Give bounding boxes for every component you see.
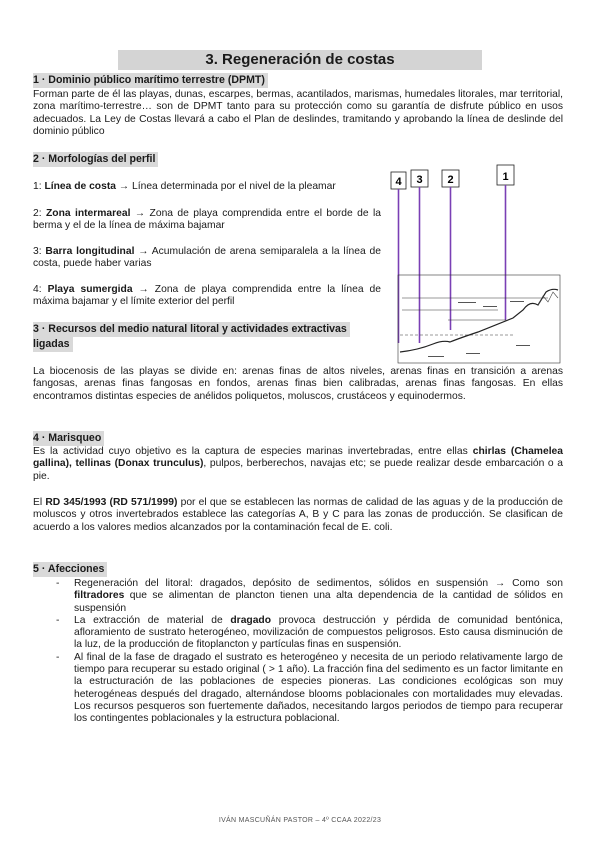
section-4-heading: 4 · Marisqueo — [33, 431, 104, 446]
section-1-body: Forman parte de él las playas, dunas, escarpes, bermas, acantilados, marismas, humedales litorales, mar territorial, zona marítimo-terrestre… son de DPMT tanto para su protección como su garantía de disfrute público en usos adecuados. La Ley de Costas llevará a cabo el Plan de deslindes, tramitando y aprobando la línea de deslinde del dominio público — [33, 89, 563, 137]
section-5-heading: 5 · Afecciones — [33, 562, 107, 577]
page-title: 3. Regeneración de costas — [118, 50, 482, 70]
dune-shape — [538, 292, 558, 305]
page-footer: IVÁN MASCUÑÁN PASTOR – 4º CCAA 2022/23 — [218, 817, 382, 824]
effects-item-2: - La extracción de material de dragado provoca destrucción y pérdida de comunidad bentónica, afloramiento de sustrato heterogéneo, movilización de compuestos peligrosos. Esto causa disminución de la luz, de la producción de fitoplancton y partículas finas en suspensión. — [56, 615, 563, 652]
section-1-heading: 1 · Dominio público marítimo terrestre (DPMT) — [33, 73, 268, 88]
annotation-mark — [458, 302, 476, 303]
profile-item-2: 2: Zona intermareal → Zona de playa comprendida entre el borde de la berma y el de la línea de máxima bajamar — [33, 208, 381, 232]
profile-item-3: 3: Barra longitudinal → Acumulación de arena semiparalela a la línea de costa, puede haber varias — [33, 246, 381, 270]
annotation-mark — [483, 306, 497, 307]
annotation-mark — [428, 356, 444, 357]
profile-frame — [398, 275, 560, 363]
effects-item-1: - Regeneración del litoral: dragados, depósito de sedimentos, sólidos en suspensión → Como son filtradores que se alimentan de plancton tienen una alta dependencia de la cantidad de sólidos en suspensión — [56, 578, 563, 615]
profile-item-1: 1: Línea de costa → Línea determinada por el nivel de la pleamar — [33, 181, 336, 192]
section-4-paragraph-2: El RD 345/1993 (RD 571/1999) por el que se establecen las normas de calidad de las aguas y de la producción de moluscos y otros invertebrados establece las categorías A, B y C para las zonas de producción. Se clasifican de acuerdo a los valores medios alcanzados por la contaminación fecal de E. coli. — [33, 497, 563, 533]
annotation-mark — [466, 353, 480, 354]
effects-item-3: - Al final de la fase de dragado el sustrato es heterogéneo y necesita de un periodo relativamente largo de tiempo para recuperar su estado original ( > 1 año). La fracción fina del sedimento es un factor limitante en la estructuración de las poblaciones de especies pioneras. Las condiciones ecológicas son muy heterogéneas después del dragado, alternándose blooms poblacionales con mortalidades muy elevadas. Los recursos pesqueros son fuertemente dañados, necesitando largos periodos de tiempo para recuperar los contingentes poblacionales y la estructura poblacional. — [56, 652, 563, 726]
beach-profile-diagram — [388, 160, 568, 365]
section-2-heading: 2 · Morfologías del perfil — [33, 152, 158, 167]
beach-profile-curve — [400, 289, 558, 352]
diagram-label-4: 4 — [395, 176, 402, 188]
effects-list — [56, 578, 563, 726]
diagram-label-3: 3 — [416, 174, 423, 186]
annotation-mark — [510, 301, 524, 302]
section-4-paragraph-1: Es la actividad cuyo objetivo es la captura de especies marinas invertebradas, entre ellas chirlas (Chamelea gallina), tellinas (Donax trunculus), pulpos, berberechos, navajas etc; se puede realizar desde embarcación o a pie. — [33, 446, 564, 482]
profile-item-4: 4: Playa sumergida → Zona de playa comprendida entre la línea de máxima bajamar y el límite exterior del perfil — [33, 284, 381, 308]
section-3-heading: 3 · Recursos del medio natural litoral y actividades extractivas — [33, 322, 350, 337]
section-3-body: La biocenosis de las playas se divide en: arenas finas de altos niveles, arenas finas en transición a arenas fangosas, arenas finas fangosas en fondos, arenas finas bien calibradas, arenas finas fangosas. En ellas encontramos distintas especies de anélidos poliquetos, moluscos, crustáceos y equinodermos. — [33, 366, 563, 402]
diagram-label-2: 2 — [447, 174, 454, 186]
section-3-heading-cont: ligadas — [33, 337, 73, 352]
diagram-label-1: 1 — [502, 171, 509, 183]
annotation-mark — [516, 345, 530, 346]
